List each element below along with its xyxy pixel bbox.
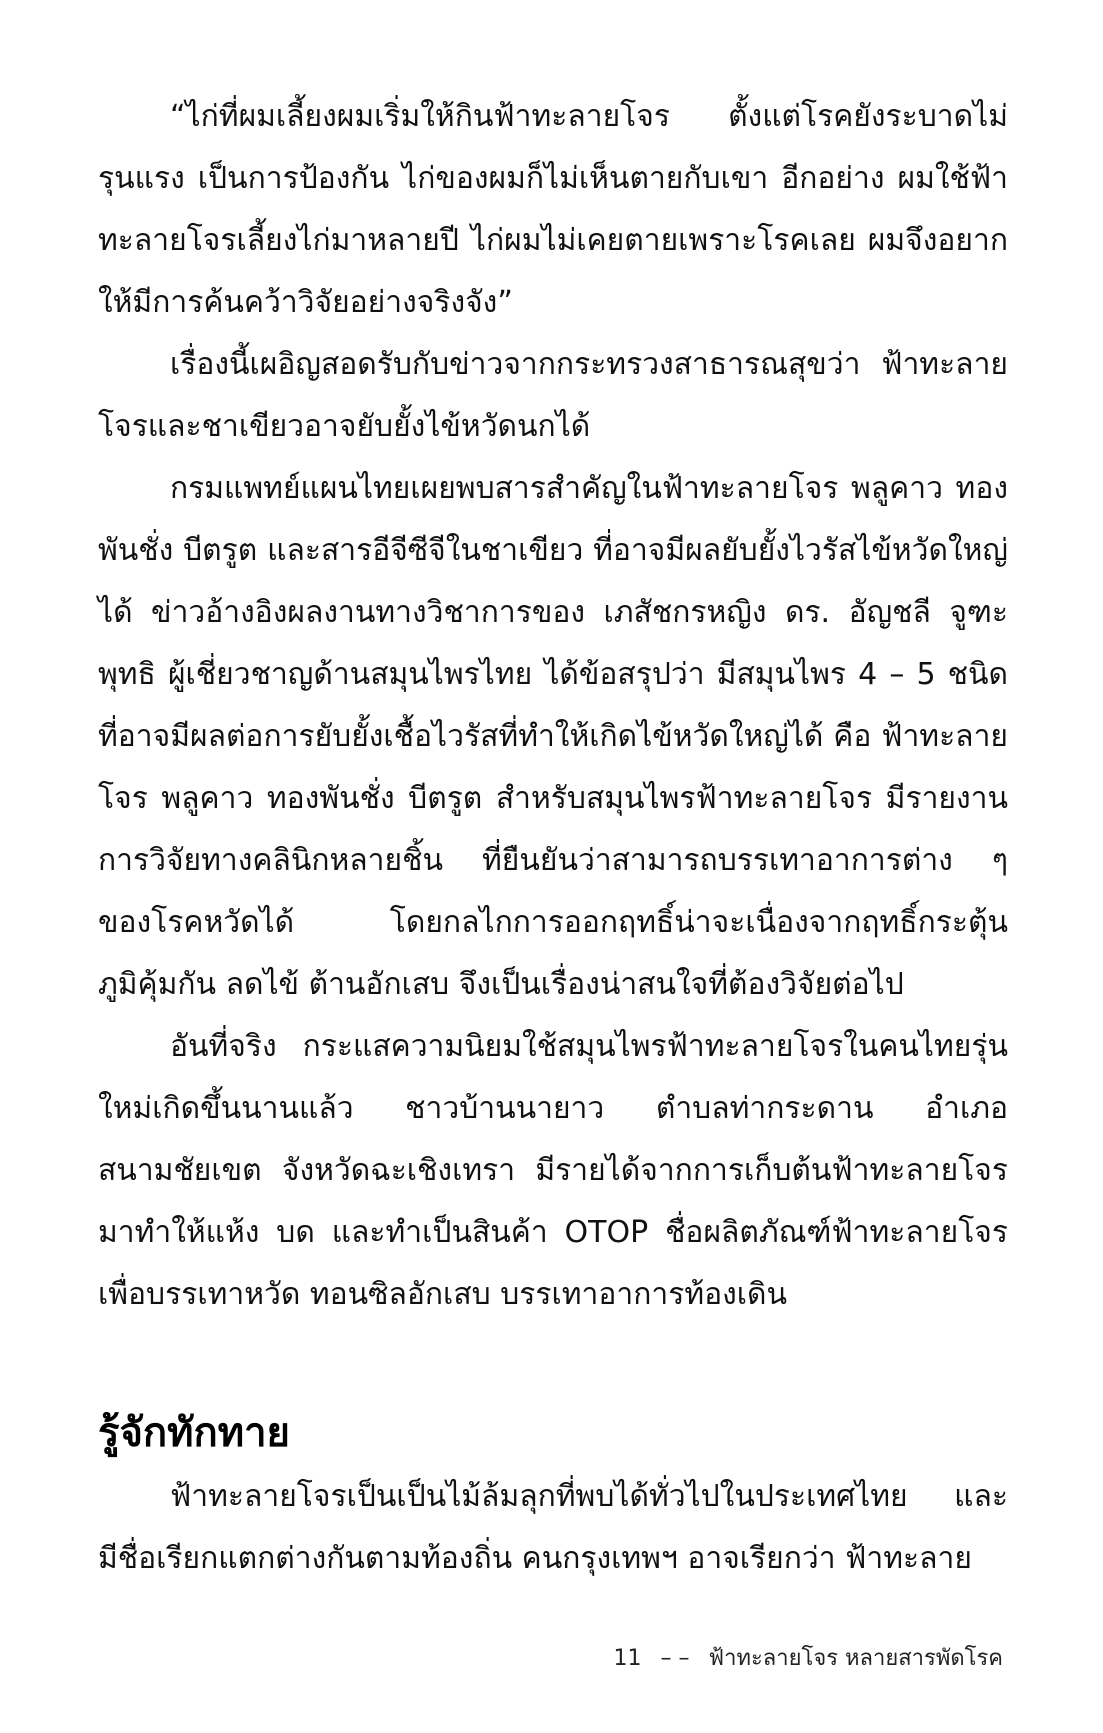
book-title: ฟ้าทะลายโจร หลายสารพัดโรค [708, 1646, 1003, 1671]
paragraph-news: เรื่องนี้เผอิญสอดรับกับข่าวจากกระทรวงสาธารณสุขว่า ฟ้าทะลายโจรและชาเขียวอาจยับยั้งไข้หวัดนกได้ [98, 347, 1008, 444]
paragraph-otop: อันที่จริง กระแสความนิยมใช้สมุนไพรฟ้าทะลายโจรในคนไทยรุ่นใหม่เกิดขึ้นนานแล้ว ชาวบ้านนายาว ตำบลท่ากระดาน อำเภอสนามชัยเขต จังหวัดฉะเชิงเทรา มีรายได้จากการเก็บต้นฟ้าทะลายโจรมาทำให้แห้ง บด และทำเป็นสินค้า OTOP ชื่อผลิตภัณฑ์ฟ้าทะลายโจรเพื่อบรรเทาหวัด ทอนซิลอักเสบ บรรเทาอาการท้องเดิน [98, 1029, 1008, 1312]
page-footer [614, 1640, 1003, 1675]
page-body [98, 86, 1008, 1590]
page-number: 11 [613, 1646, 642, 1671]
paragraph-research: กรมแพทย์แผนไทยเผยพบสารสำคัญในฟ้าทะลายโจร พลูคาว ทองพันชั่ง บีตรูต และสารอีจีซีจีในชาเขียว ที่อาจมีผลยับยั้งไวรัสไข้หวัดใหญ่ได้ ข่าวอ้างอิงผลงานทางวิชาการของ เภสัชกรหญิง ดร. อัญชลี จูฑะพุทธิ ผู้เชี่ยวชาญด้านสมุนไพรไทย ได้ข้อสรุปว่า มีสมุนไพร 4 – 5 ชนิด ที่อาจมีผลต่อการยับยั้งเชื้อไวรัสที่ทำให้เกิดไข้หวัดใหญ่ได้ คือ ฟ้าทะลายโจร พลูคาว ทองพันชั่ง บีตรูต สำหรับสมุนไพรฟ้าทะลายโจร มีรายงานการวิจัยทางคลินิกหลายชิ้น ที่ยืนยันว่าสามารถบรรเทาอาการต่าง ๆ ของโรคหวัดได้ โดยกลไกการออกฤทธิ์น่าจะเนื่องจากฤทธิ์กระตุ้นภูมิคุ้มกัน ลดไข้ ต้านอักเสบ จึงเป็นเรื่องน่าสนใจที่ต้องวิจัยต่อไป [98, 471, 1008, 1002]
section-heading: รู้จักทักทาย [98, 1410, 290, 1456]
paragraph-quote: “ไก่ที่ผมเลี้ยงผมเริ่มให้กินฟ้าทะลายโจร ตั้งแต่โรคยังระบาดไม่รุนแรง เป็นการป้องกัน ไก่ของผมก็ไม่เห็นตายกับเขา อีกอย่าง ผมใช้ฟ้าทะลายโจรเลี้ยงไก่มาหลายปี ไก่ผมไม่เคยตายเพราะโรคเลย ผมจึงอยากให้มีการค้นคว้าวิจัยอย่างจริงจัง” [98, 99, 1008, 320]
footer-separator: – – [660, 1646, 690, 1671]
paragraph-section-intro: ฟ้าทะลายโจรเป็นเป็นไม้ล้มลุกที่พบได้ทั่วไปในประเทศไทย และมีชื่อเรียกแตกต่างกันตามท้องถิ่น คนกรุงเทพฯ อาจเรียกว่า ฟ้าทะลาย [98, 1479, 1008, 1576]
